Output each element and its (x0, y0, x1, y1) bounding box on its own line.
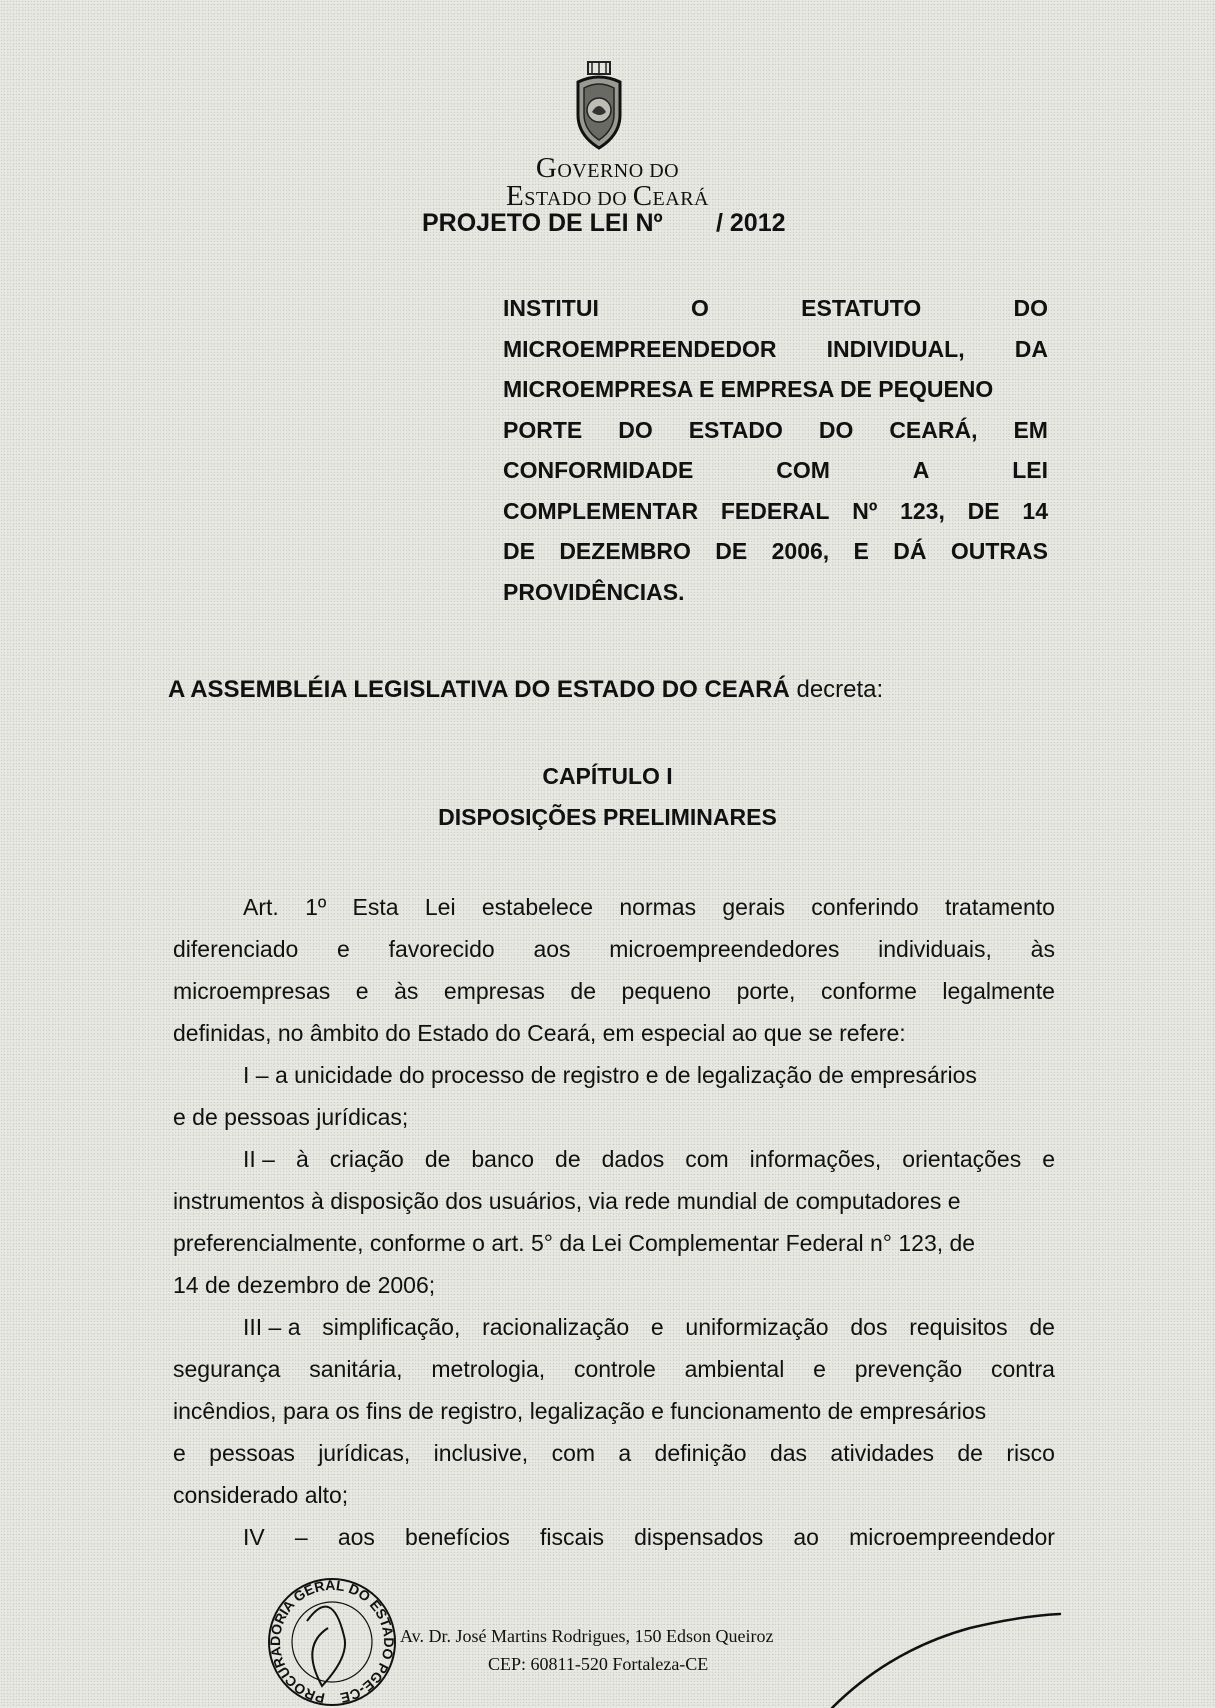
summary-word: O (691, 295, 709, 321)
summary-word: FEDERAL (720, 497, 830, 524)
body-word: e (173, 1440, 186, 1466)
body-word: requisitos (909, 1314, 1008, 1340)
address-line-1: Av. Dr. José Martins Rodrigues, 150 Edson Queiroz (400, 1626, 774, 1646)
body-word: simplificação, (322, 1314, 461, 1340)
body-word: criação (329, 1146, 404, 1172)
body-line (173, 1432, 1055, 1474)
chapter-title: DISPOSIÇÕES PRELIMINARES (438, 804, 777, 830)
summary-word: LEI (1012, 457, 1048, 483)
body-text-run: definidas, no âmbito do Estado do Ceará, em especial ao que se refere: (173, 1020, 906, 1046)
body-word: de (424, 1146, 451, 1172)
body-word: de (555, 1146, 581, 1172)
body-word: racionalização (482, 1314, 630, 1340)
body-word: normas (619, 894, 697, 920)
government-name-line1: GOVERNO DO (535, 152, 680, 184)
body-line (173, 928, 1055, 970)
body-word: Esta (352, 894, 399, 920)
body-word: II – (243, 1146, 275, 1172)
body-word: pessoas (209, 1440, 295, 1466)
body-word: ao (793, 1524, 819, 1550)
enactment-verb: decreta: (789, 676, 884, 703)
summary-word: DÁ (893, 538, 927, 564)
summary-line (503, 572, 1048, 613)
summary-line (503, 329, 1048, 370)
body-line (173, 1306, 1055, 1348)
body-word: benefícios (405, 1524, 510, 1550)
body-text-run: incêndios, para os fins de registro, legalização e funcionamento de empresários (173, 1398, 987, 1424)
body-text-run: I – a unicidade do processo de registro e de legalização de empresários (243, 1062, 977, 1088)
summary-word: E (853, 538, 869, 564)
body-word: de (570, 978, 597, 1004)
body-word: – (294, 1524, 308, 1550)
body-word: tratamento (945, 894, 1055, 920)
body-word: e (337, 936, 350, 962)
article-body (173, 886, 1055, 1558)
body-word: a (618, 1440, 632, 1466)
body-word: favorecido (388, 936, 495, 962)
summary-word: CEARÁ, (889, 416, 978, 443)
body-word: com (685, 1146, 729, 1172)
body-word: microempreendedores (609, 936, 840, 962)
body-word: atividades (830, 1440, 934, 1466)
summary-word: COMPLEMENTAR (503, 497, 699, 524)
body-word: contra (991, 1356, 1055, 1382)
summary-word: PROVIDÊNCIAS. (503, 578, 685, 605)
body-word: jurídicas, (318, 1440, 411, 1466)
summary-word: 14 (1022, 497, 1048, 524)
summary-line (503, 450, 1048, 491)
chapter-number: CAPÍTULO I (542, 763, 673, 789)
body-word: com (551, 1440, 596, 1466)
summary-word: DEZEMBRO (559, 538, 691, 564)
body-line (173, 1012, 1055, 1054)
coat-of-arms-icon (570, 60, 628, 150)
summary-word: MICROEMPRESA E EMPRESA DE PEQUENO (503, 376, 994, 402)
body-word: Art. (243, 894, 279, 920)
body-line (173, 1222, 1055, 1264)
body-word: risco (1006, 1440, 1055, 1466)
summary-word: Nº (852, 497, 878, 524)
bill-year: / 2012 (716, 209, 786, 237)
body-word: aos (533, 936, 571, 962)
summary-line (503, 491, 1048, 532)
body-word: segurança (173, 1356, 281, 1382)
summary-line (503, 288, 1048, 329)
body-word: banco (471, 1146, 535, 1172)
body-word: empresas (443, 978, 545, 1004)
body-word: uniformização (685, 1314, 829, 1340)
body-word: ambiental (684, 1356, 785, 1382)
body-word: aos (337, 1524, 375, 1550)
body-line (173, 1264, 1055, 1306)
body-text-run: considerado alto; (173, 1482, 349, 1508)
body-word: individuais, (878, 936, 992, 962)
body-word: definição (654, 1440, 747, 1466)
summary-word: DO (1013, 295, 1048, 321)
body-word: informações, (749, 1146, 882, 1172)
body-word: fiscais (540, 1524, 604, 1550)
body-word: conferindo (811, 894, 919, 920)
body-line (173, 1516, 1055, 1558)
body-line (173, 1348, 1055, 1390)
body-line (173, 970, 1055, 1012)
body-line (173, 1474, 1055, 1516)
summary-word: DO (618, 416, 653, 443)
body-line (173, 1180, 1055, 1222)
summary-word: COM (776, 457, 830, 483)
body-line (173, 886, 1055, 928)
summary-word: PORTE (503, 416, 583, 443)
body-line (173, 1054, 1055, 1096)
summary-word: INSTITUI (503, 295, 599, 321)
summary-word: ESTATUTO (801, 295, 922, 321)
body-word: porte, (736, 978, 796, 1004)
summary-word: ESTADO (688, 416, 783, 443)
body-word: e (355, 978, 369, 1004)
body-word: às (394, 978, 419, 1004)
summary-word: DO (818, 416, 854, 443)
body-text-run: preferencialmente, conforme o art. 5° da Lei Complementar Federal n° 123, de (173, 1230, 976, 1256)
legislative-body: A ASSEMBLÉIA LEGISLATIVA DO ESTADO DO CEARÁ (168, 676, 790, 703)
summary-line (503, 369, 1048, 410)
body-word: microempreendedor (849, 1524, 1055, 1550)
body-word: dados (601, 1146, 665, 1172)
body-line (173, 1138, 1055, 1180)
summary-line (503, 410, 1048, 451)
address-line-2: CEP: 60811-520 Fortaleza-CE (488, 1654, 709, 1674)
body-word: IV (243, 1524, 265, 1550)
body-word: controle (573, 1356, 656, 1382)
body-word: pequeno (621, 978, 712, 1004)
summary-word: 123, (900, 497, 945, 524)
body-word: dispensados (634, 1524, 764, 1550)
body-text-run: instrumentos à disposição dos usuários, via rede mundial de computadores e (173, 1188, 961, 1214)
summary-word: DE (715, 538, 748, 564)
body-word: 1º (305, 894, 327, 920)
svg-text:PROCURADORIA GERAL DO ESTADO P (267, 1577, 397, 1707)
government-name-line2: ESTADO DO CEARÁ (506, 180, 709, 212)
body-word: sanitária, (309, 1356, 403, 1382)
summary-line (503, 531, 1048, 572)
body-text-run: 14 de dezembro de 2006; (173, 1272, 436, 1298)
summary-word: OUTRAS (950, 538, 1048, 564)
body-word: prevenção (854, 1356, 963, 1382)
body-word: à (295, 1146, 309, 1172)
summary-word: DE (503, 538, 535, 564)
summary-word: DA (1014, 335, 1048, 362)
enactment-clause (168, 676, 883, 704)
bill-summary (503, 288, 1048, 612)
body-word: metrologia, (431, 1356, 546, 1382)
body-word: Lei (424, 894, 456, 920)
body-word: diferenciado (173, 936, 299, 962)
body-word: e (1042, 1146, 1055, 1172)
body-word: orientações (902, 1146, 1022, 1172)
summary-word: CONFORMIDADE (503, 457, 694, 483)
body-line (173, 1096, 1055, 1138)
summary-word: A (912, 457, 930, 483)
body-word: de (957, 1440, 983, 1466)
summary-word: MICROEMPREENDEDOR (503, 335, 777, 362)
body-text-run: e de pessoas jurídicas; (173, 1104, 409, 1130)
body-word: e (650, 1314, 664, 1340)
summary-word: DE (967, 497, 1000, 524)
body-word: estabelece (481, 894, 594, 920)
body-line (173, 1390, 1055, 1432)
body-word: dos (850, 1314, 888, 1340)
body-word: inclusive, (433, 1440, 529, 1466)
body-word: gerais (722, 894, 786, 920)
body-word: das (769, 1440, 808, 1466)
pge-stamp-icon (262, 1576, 402, 1708)
summary-word: 2006, (771, 538, 830, 564)
bill-title: PROJETO DE LEI Nº (422, 209, 663, 237)
body-word: III – a (243, 1314, 301, 1340)
body-word: conforme (820, 978, 917, 1004)
body-word: microempresas (173, 978, 331, 1004)
summary-word: INDIVIDUAL, (826, 335, 965, 362)
body-word: às (1030, 936, 1055, 962)
stamp-text: PROCURADORIA GERAL DO ESTADO PGE-CE (266, 1576, 398, 1707)
body-word: e (813, 1356, 826, 1382)
signature-stroke-icon (830, 1590, 1090, 1708)
body-word: legalmente (942, 978, 1055, 1004)
summary-word: EM (1013, 416, 1048, 443)
body-word: de (1029, 1314, 1055, 1340)
